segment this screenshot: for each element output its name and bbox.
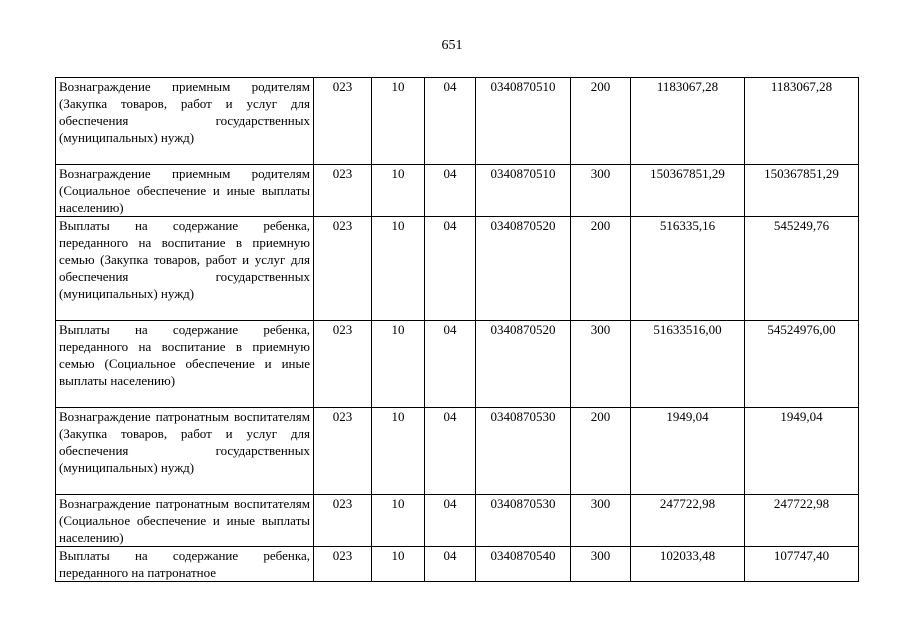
target-article-code: 0340870520 xyxy=(476,321,571,408)
section-code: 10 xyxy=(372,547,425,582)
subsection-code: 04 xyxy=(425,78,476,165)
expense-type-code: 200 xyxy=(571,78,631,165)
amount-1: 1949,04 xyxy=(631,408,745,495)
expense-type-code: 200 xyxy=(571,217,631,321)
row-description: Выплаты на содержание ребенка, переданного на воспитание в приемную семью (Закупка товаров, работ и услуг для обеспечения государственных (муниципальных) нужд) xyxy=(56,217,314,321)
target-article-code: 0340870520 xyxy=(476,217,571,321)
table-row xyxy=(56,217,859,321)
target-article-code: 0340870540 xyxy=(476,547,571,582)
ministry-code: 023 xyxy=(314,495,372,547)
subsection-code: 04 xyxy=(425,547,476,582)
amount-2: 247722,98 xyxy=(745,495,859,547)
page-number: 651 xyxy=(441,38,463,53)
table-row xyxy=(56,495,859,547)
amount-1: 247722,98 xyxy=(631,495,745,547)
section-code: 10 xyxy=(372,495,425,547)
row-description: Вознаграждение патронатным воспитателям (Закупка товаров, работ и услуг для обеспечения государственных (муниципальных) нужд) xyxy=(56,408,314,495)
section-code: 10 xyxy=(372,217,425,321)
ministry-code: 023 xyxy=(314,78,372,165)
target-article-code: 0340870510 xyxy=(476,165,571,217)
target-article-code: 0340870510 xyxy=(476,78,571,165)
subsection-code: 04 xyxy=(425,408,476,495)
target-article-code: 0340870530 xyxy=(476,495,571,547)
subsection-code: 04 xyxy=(425,165,476,217)
subsection-code: 04 xyxy=(425,321,476,408)
table-row xyxy=(56,408,859,495)
amount-1: 516335,16 xyxy=(631,217,745,321)
table-row xyxy=(56,165,859,217)
budget-table xyxy=(55,77,859,582)
amount-2: 107747,40 xyxy=(745,547,859,582)
expense-type-code: 200 xyxy=(571,408,631,495)
ministry-code: 023 xyxy=(314,547,372,582)
ministry-code: 023 xyxy=(314,321,372,408)
row-description: Вознаграждение патронатным воспитателям (Социальное обеспечение и иные выплаты населению) xyxy=(56,495,314,547)
expense-type-code: 300 xyxy=(571,547,631,582)
row-description: Вознаграждение приемным родителям (Закупка товаров, работ и услуг для обеспечения государственных (муниципальных) нужд) xyxy=(56,78,314,165)
amount-1: 51633516,00 xyxy=(631,321,745,408)
amount-2: 150367851,29 xyxy=(745,165,859,217)
section-code: 10 xyxy=(372,321,425,408)
table-row xyxy=(56,78,859,165)
amount-2: 545249,76 xyxy=(745,217,859,321)
ministry-code: 023 xyxy=(314,408,372,495)
subsection-code: 04 xyxy=(425,217,476,321)
expense-type-code: 300 xyxy=(571,495,631,547)
table-row xyxy=(56,321,859,408)
row-description: Выплаты на содержание ребенка, переданного на патронатное xyxy=(56,547,314,582)
amount-1: 150367851,29 xyxy=(631,165,745,217)
ministry-code: 023 xyxy=(314,165,372,217)
section-code: 10 xyxy=(372,165,425,217)
expense-type-code: 300 xyxy=(571,321,631,408)
amount-1: 102033,48 xyxy=(631,547,745,582)
section-code: 10 xyxy=(372,78,425,165)
amount-2: 1949,04 xyxy=(745,408,859,495)
amount-2: 54524976,00 xyxy=(745,321,859,408)
table-row xyxy=(56,547,859,582)
expense-type-code: 300 xyxy=(571,165,631,217)
amount-2: 1183067,28 xyxy=(745,78,859,165)
subsection-code: 04 xyxy=(425,495,476,547)
row-description: Вознаграждение приемным родителям (Социальное обеспечение и иные выплаты населению) xyxy=(56,165,314,217)
ministry-code: 023 xyxy=(314,217,372,321)
row-description: Выплаты на содержание ребенка, переданного на воспитание в приемную семью (Социальное обеспечение и иные выплаты населению) xyxy=(56,321,314,408)
amount-1: 1183067,28 xyxy=(631,78,745,165)
section-code: 10 xyxy=(372,408,425,495)
target-article-code: 0340870530 xyxy=(476,408,571,495)
